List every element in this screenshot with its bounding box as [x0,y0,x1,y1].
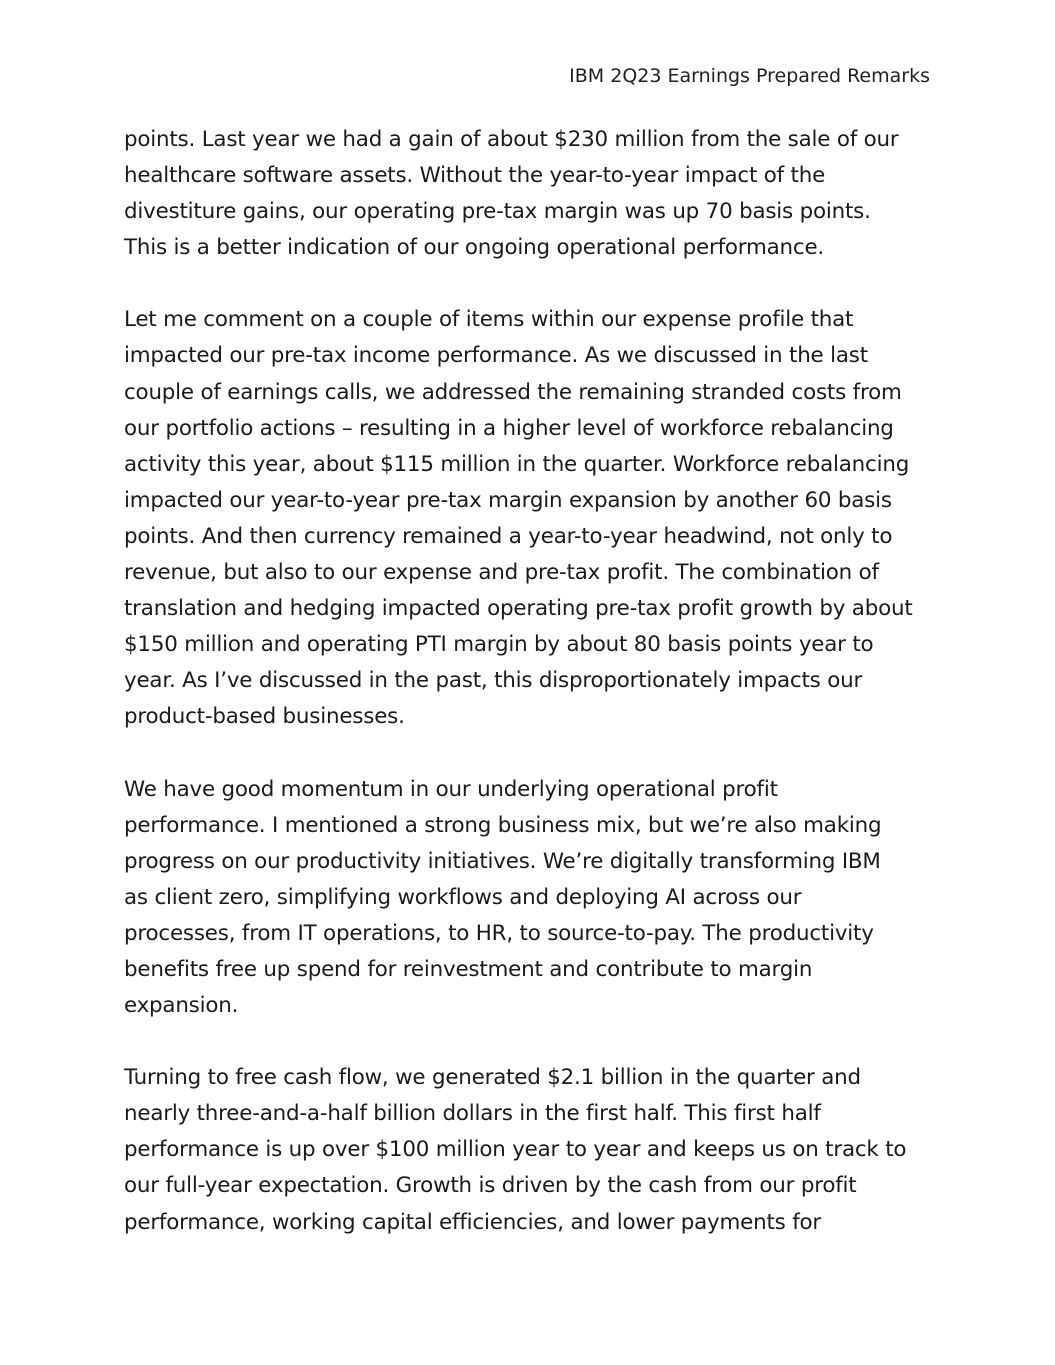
text-line: performance. I mentioned a strong business mix, but we’re also making [124,812,882,838]
text-line: impacted our pre-tax income performance. As we discussed in the last [124,343,868,369]
text-line: points. Last year we had a gain of about $230 million from the sale of our [124,127,899,152]
text-line: product-based businesses. [124,704,405,730]
text-line: healthcare software assets. Without the year-to-year impact of the [124,163,826,189]
paragraph-free-cash-flow [124,1060,944,1240]
text-line: performance, working capital efficiencies, and lower payments for [124,1209,822,1235]
text-line: year. As I’ve discussed in the past, this disproportionately impacts our [124,668,863,694]
text-line: our portfolio actions – resulting in a higher level of workforce rebalancing [124,415,894,441]
text-line: expansion. [124,993,239,1019]
text-line: $150 million and operating PTI margin by about 80 basis points year to [124,632,874,658]
text-line: translation and hedging impacted operating pre-tax profit growth by about [124,596,913,622]
paragraph-divestiture-gains [124,122,944,266]
text-line: our full-year expectation. Growth is driven by the cash from our profit [124,1173,857,1199]
text-line: couple of earnings calls, we addressed the remaining stranded costs from [124,379,902,405]
paragraph-expense-profile [124,302,944,735]
text-line: impacted our year-to-year pre-tax margin expansion by another 60 basis [124,487,892,513]
document-body [124,122,944,1277]
text-line: as client zero, simplifying workflows and deploying AI across our [124,884,802,910]
text-line: performance is up over $100 million year to year and keeps us on track to [124,1137,907,1163]
text-line: points. And then currency remained a year-to-year headwind, not only to [124,523,893,549]
page-header-title: IBM 2Q23 Earnings Prepared Remarks [569,65,930,87]
text-line: benefits free up spend for reinvestment and contribute to margin [124,956,813,982]
text-line: This is a better indication of our ongoing operational performance. [124,235,825,261]
paragraph-operational-momentum [124,772,944,1025]
text-line: progress on our productivity initiatives. We’re digitally transforming IBM [124,848,881,874]
text-line: Let me comment on a couple of items within our expense profile that [124,307,854,333]
text-line: Turning to free cash flow, we generated $2.1 billion in the quarter and [124,1065,861,1091]
text-line: processes, from IT operations, to HR, to source-to-pay. The productivity [124,920,874,946]
text-line: revenue, but also to our expense and pre-tax profit. The combination of [124,560,879,586]
text-line: We have good momentum in our underlying operational profit [124,776,778,802]
text-line: divestiture gains, our operating pre-tax margin was up 70 basis points. [124,199,871,225]
text-line: nearly three-and-a-half billion dollars in the first half. This first half [124,1101,821,1127]
text-line: activity this year, about $115 million in the quarter. Workforce rebalancing [124,451,910,477]
